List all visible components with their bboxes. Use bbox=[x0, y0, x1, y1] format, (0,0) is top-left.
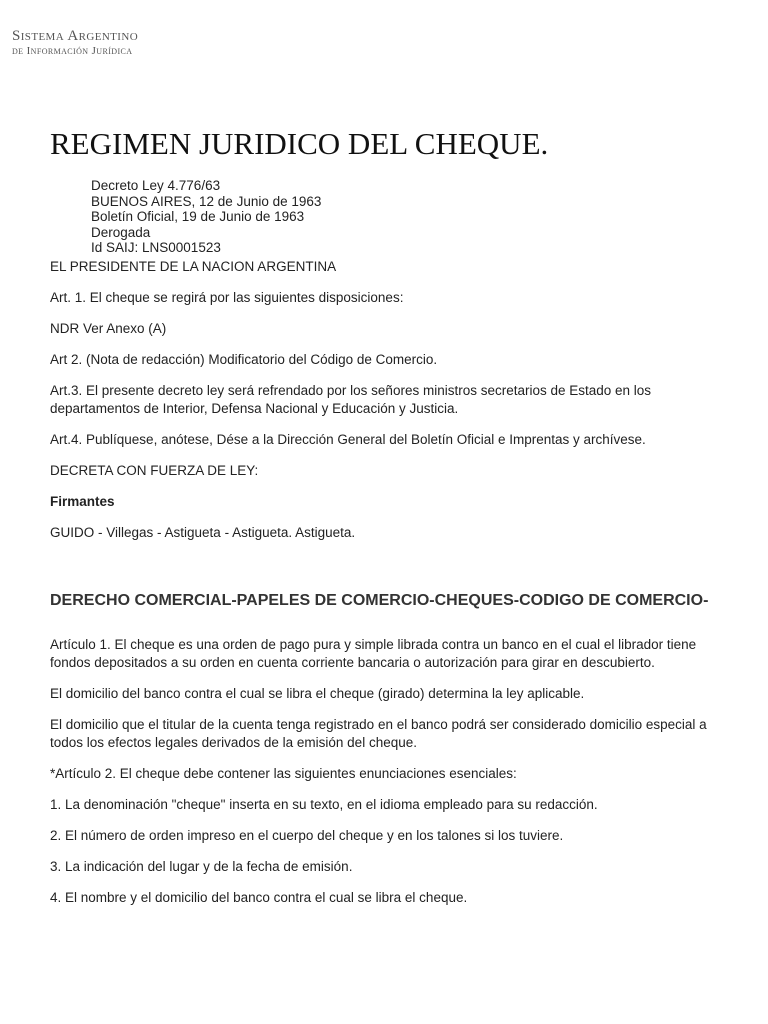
editor-note: NDR Ver Anexo (A) bbox=[50, 321, 167, 336]
annex-paragraph: Artículo 1. El cheque es una orden de pago pura y simple librada contra un banco en el cual el librador tiene fondos depositados a su orden en cuenta corriente bancaria o autorización para girar en descubierto. bbox=[50, 637, 697, 670]
annex-list-item: 4. El nombre y el domicilio del banco contra el cual se libra el cheque. bbox=[50, 890, 468, 905]
signatories: GUIDO - Villegas - Astigueta - Astigueta. Astigueta. bbox=[50, 525, 356, 540]
annex-paragraph: El domicilio que el titular de la cuenta tenga registrado en el banco podrá ser considerado domicilio especial a todos los efectos legales derivados de la emisión del cheque. bbox=[50, 717, 707, 750]
decree-number: Decreto Ley 4.776/63 bbox=[91, 178, 221, 193]
saij-logo bbox=[12, 29, 138, 57]
place-date: BUENOS AIRES, 12 de Junio de 1963 bbox=[91, 193, 322, 209]
annex-list-item: 2. El número de orden impreso en el cuerpo del cheque y en los talones si los tuviere. bbox=[50, 828, 564, 843]
article-3: Art.3. El presente decreto ley será refrendado por los señores ministros secretarios de Estado en los departamentos de Interior, Defensa Nacional y Educación y Justicia. bbox=[50, 383, 652, 416]
logo-line-2: de Información Jurídica bbox=[12, 45, 133, 57]
annex-paragraph: El domicilio del banco contra el cual se libra el cheque (girado) determina la ley aplicable. bbox=[50, 686, 585, 701]
saij-id: Id SAIJ: LNS0001523 bbox=[91, 240, 221, 255]
annex-heading: DERECHO COMERCIAL-PAPELES DE COMERCIO-CHEQUES-CODIGO DE COMERCIO- bbox=[50, 592, 709, 609]
signatories-label: Firmantes bbox=[50, 494, 115, 509]
document-body bbox=[50, 258, 720, 920]
logo-line-1: Sistema Argentino bbox=[12, 28, 139, 44]
article-4: Art.4. Publíquese, anótese, Dése a la Dirección General del Boletín Oficial e Imprentas y archívese. bbox=[50, 432, 646, 447]
document-metadata bbox=[91, 178, 321, 256]
article-1: Art. 1. El cheque se regirá por las siguientes disposiciones: bbox=[50, 290, 404, 305]
annex-list-item: 1. La denominación "cheque" inserta en su texto, en el idioma empleado para su redacción. bbox=[50, 797, 598, 812]
status: Derogada bbox=[91, 224, 151, 240]
preamble: EL PRESIDENTE DE LA NACION ARGENTINA bbox=[50, 259, 337, 274]
annex-list-item: 3. La indicación del lugar y de la fecha de emisión. bbox=[50, 859, 353, 874]
official-bulletin: Boletín Oficial, 19 de Junio de 1963 bbox=[91, 209, 305, 224]
annex-paragraph: *Artículo 2. El cheque debe contener las siguientes enunciaciones esenciales: bbox=[50, 766, 517, 781]
document-title: REGIMEN JURIDICO DEL CHEQUE. bbox=[50, 126, 549, 161]
decree-clause: DECRETA CON FUERZA DE LEY: bbox=[50, 463, 259, 478]
article-2: Art 2. (Nota de redacción) Modificatorio del Código de Comercio. bbox=[50, 352, 438, 367]
